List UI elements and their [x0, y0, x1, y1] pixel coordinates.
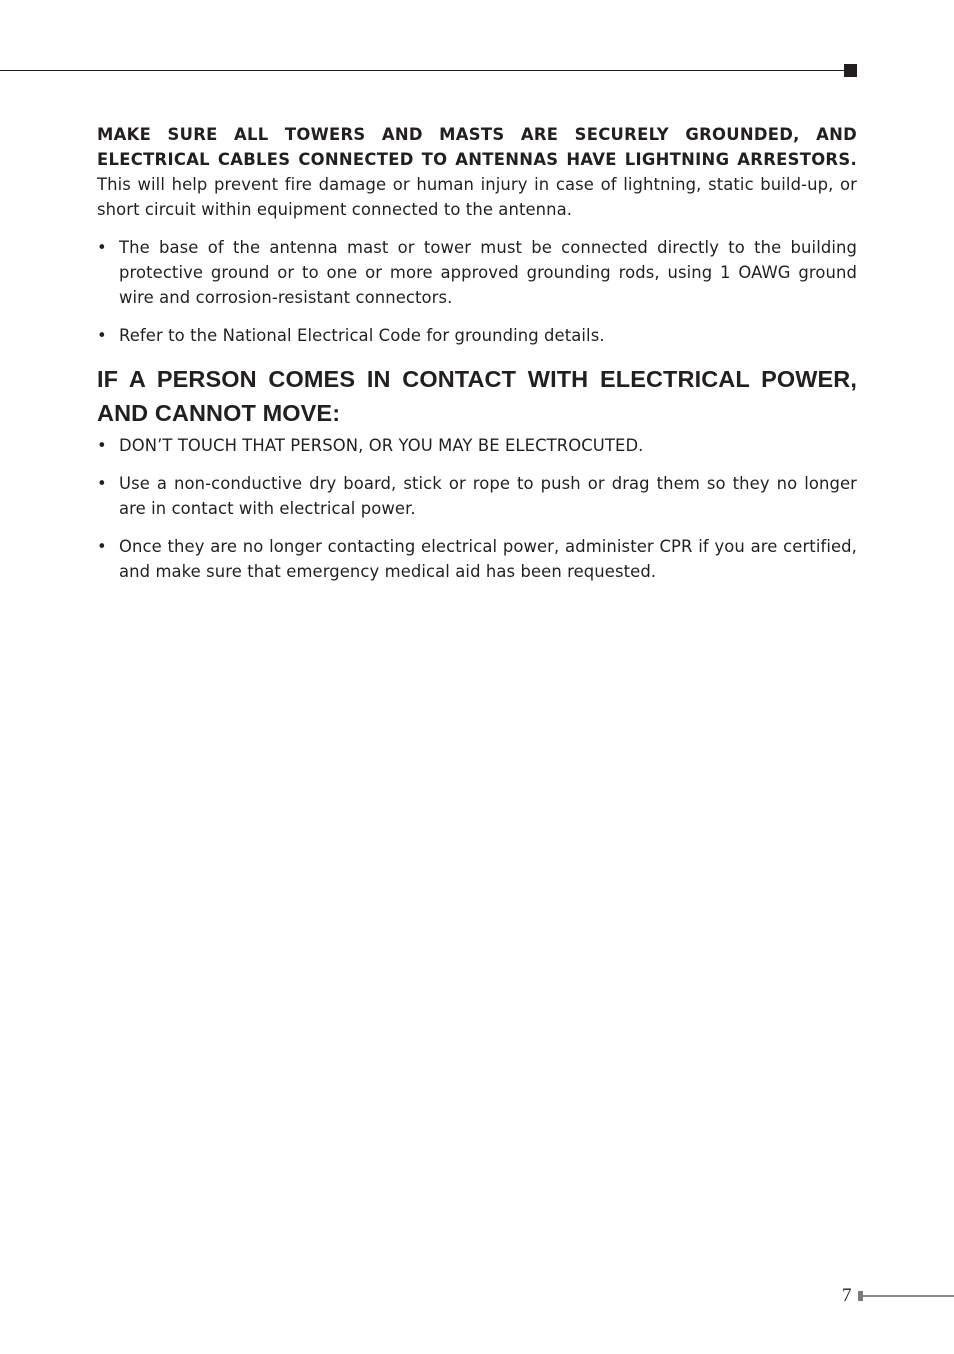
footer-rule	[863, 1295, 954, 1297]
list-item: • Use a non-conductive dry board, stick or rope to push or drag them so they no longer are in contact with electrical power.	[97, 471, 857, 521]
list-item: • The base of the antenna mast or tower must be connected directly to the building protective ground or to one or more approved grounding rods, using 1 OAWG ground wire and corrosion-resistant connectors.	[97, 235, 857, 310]
section-heading: IF A PERSON COMES IN CONTACT WITH ELECTRICAL POWER, AND CANNOT MOVE:	[97, 366, 857, 426]
header-rule	[0, 70, 846, 71]
grounding-list	[97, 235, 857, 348]
contact-list	[97, 433, 857, 584]
page-number: 7	[842, 1285, 852, 1306]
header-square-marker	[844, 64, 857, 77]
list-item: • DON’T TOUCH THAT PERSON, OR YOU MAY BE ELECTROCUTED.	[97, 433, 857, 458]
list-item: • Refer to the National Electrical Code for grounding details.	[97, 323, 857, 348]
intro-text: This will help prevent fire damage or human injury in case of lightning, static build-up, or short circuit within equipment connected to the antenna.	[97, 175, 857, 219]
intro-paragraph	[97, 122, 857, 222]
page-content	[97, 122, 857, 584]
list-item: • Once they are no longer contacting electrical power, administer CPR if you are certified, and make sure that emergency medical aid has been requested.	[97, 534, 857, 584]
intro-warning-lead: MAKE SURE ALL TOWERS AND MASTS ARE SECURELY GROUNDED, AND ELECTRICAL CABLES CONNECTED TO ANTENNAS HAVE LIGHTNING ARRESTORS.	[97, 125, 857, 169]
